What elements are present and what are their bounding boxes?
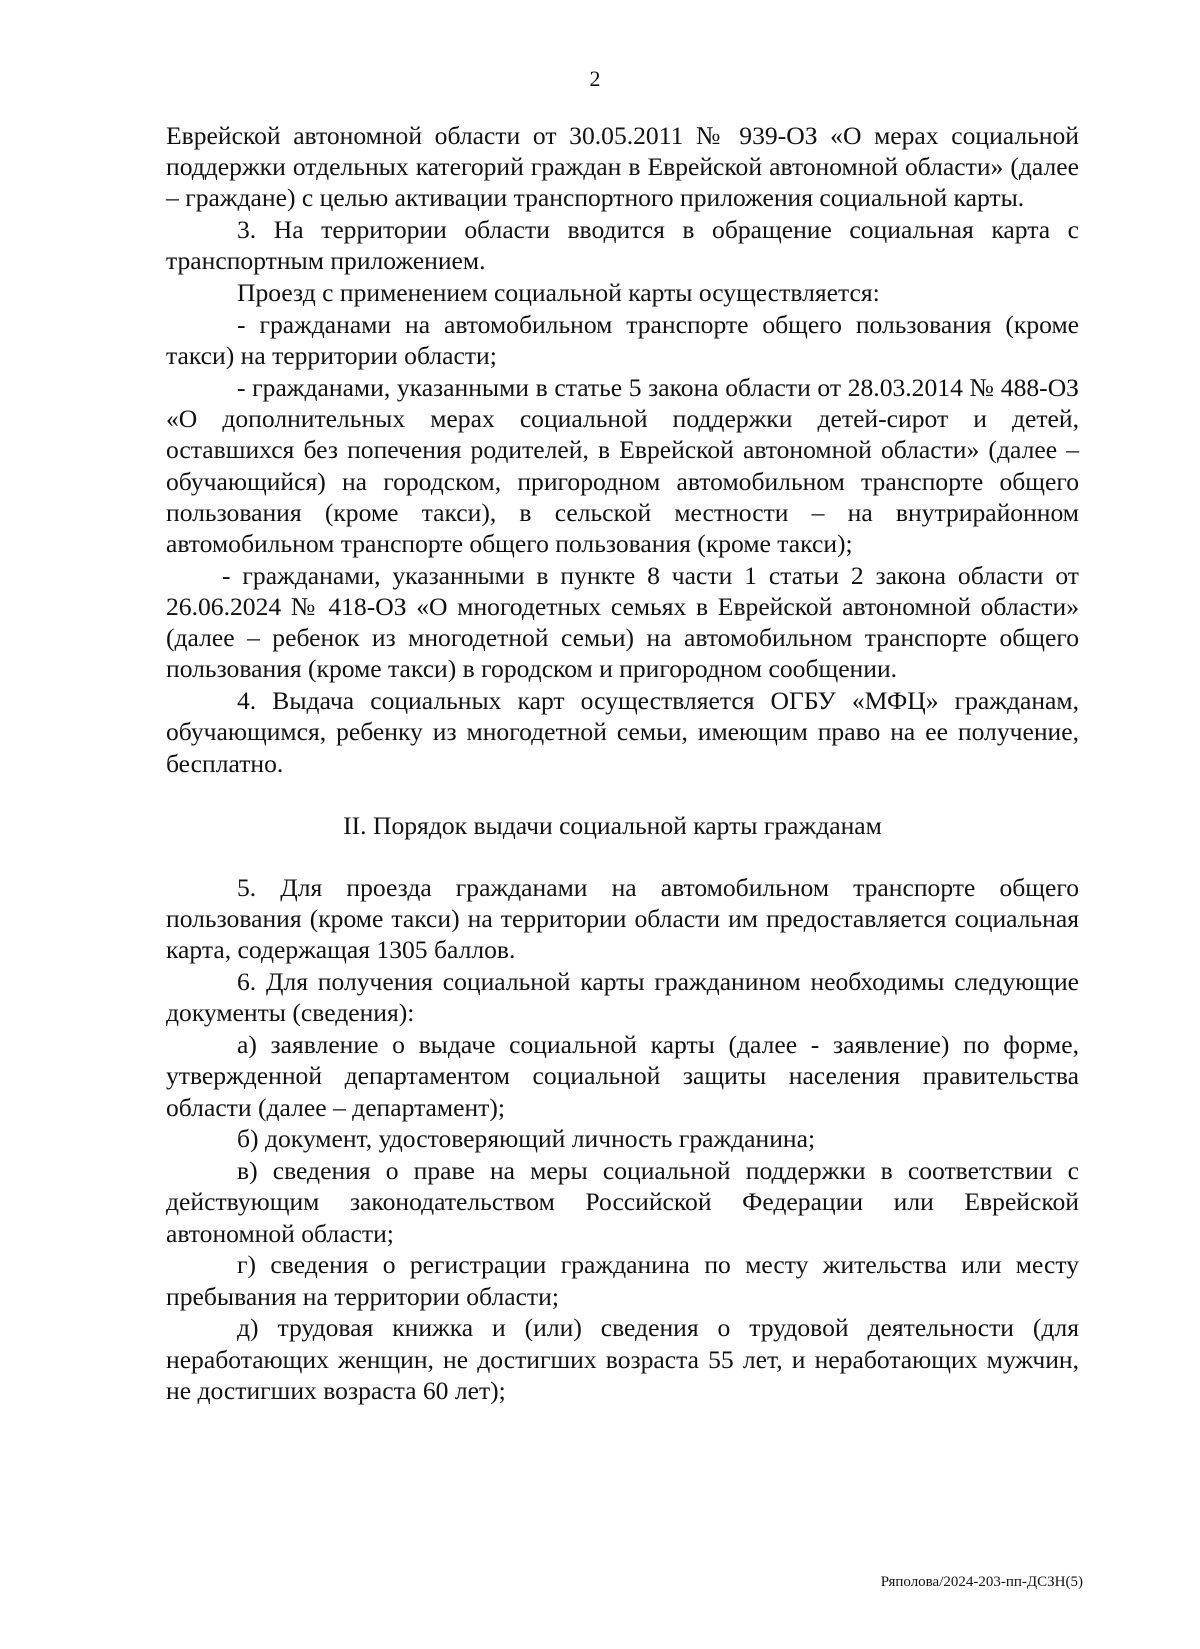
section-heading: II. Порядок выдачи социальной карты гражданам [343,810,882,840]
paragraph: 4. Выдача социальных карт осуществляется ОГБУ «МФЦ» гражданам, обучающимся, ребенку из многодетной семьи, имеющим право на ее получение, бесплатно. [166,686,1079,778]
list-item: д) трудовая книжка и (или) сведения о трудовой деятельности (для неработающих женщин, не достигших возраста 55 лет, и неработающих мужчин, не достигших возраста 60 лет); [166,1313,1079,1405]
paragraph: 6. Для получения социальной карты гражданином необходимы следующие документы (сведения): [166,967,1079,1028]
page-number: 2 [589,66,601,91]
paragraph: Еврейской автономной области от 30.05.2011 № 939-ОЗ «О мерах социальной поддержки отдельных категорий граждан в Еврейской автономной области» (далее – граждане) с целью активации транспортного приложения социальной карты. [166,121,1079,213]
paragraph: 3. На территории области вводится в обращение социальная карта с транспортным приложением. [166,215,1079,276]
document-reference: Ряполова/2024-203-пп-ДСЗН(5) [880,1574,1083,1590]
list-item: а) заявление о выдаче социальной карты (далее - заявление) по форме, утвержденной департаментом социальной защиты населения правительства области (далее – департамент); [166,1030,1079,1122]
list-item: - гражданами, указанными в пункте 8 части 1 статьи 2 закона области от 26.06.2024 № 418-ОЗ «О многодетных семьях в Еврейской автономной области» (далее – ребенок из многодетной семьи) на автомобильном транспорте общего пользования (кроме такси) в городском и пригородном сообщении. [166,560,1079,684]
list-item: б) документ, удостоверяющий личность гражданина; [237,1124,816,1154]
document-body [166,120,1079,1407]
list-item: - гражданами на автомобильном транспорте общего пользования (кроме такси) на территории области; [166,310,1079,371]
list-item: г) сведения о регистрации гражданина по месту жительства или месту пребывания на территории области; [166,1250,1079,1311]
list-item: - гражданами, указанными в статье 5 закона области от 28.03.2014 № 488-ОЗ «О дополнительных мерах социальной поддержки детей-сирот и детей, оставшихся без попечения родителей, в Еврейской автономной области» (далее – обучающийся) на городском, пригородном автомобильном транспорте общего пользования (кроме такси), в сельской местности – на внутрирайонном автомобильном транспорте общего пользования (кроме такси); [166,373,1079,559]
list-item: в) сведения о праве на меры социальной поддержки в соответствии с действующим законодательством Российской Федерации или Еврейской автономной области; [166,1156,1079,1248]
paragraph: 5. Для проезда гражданами на автомобильном транспорте общего пользования (кроме такси) на территории области им предоставляется социальная карта, содержащая 1305 баллов. [166,873,1079,965]
paragraph: Проезд с применением социальной карты осуществляется: [237,278,880,308]
